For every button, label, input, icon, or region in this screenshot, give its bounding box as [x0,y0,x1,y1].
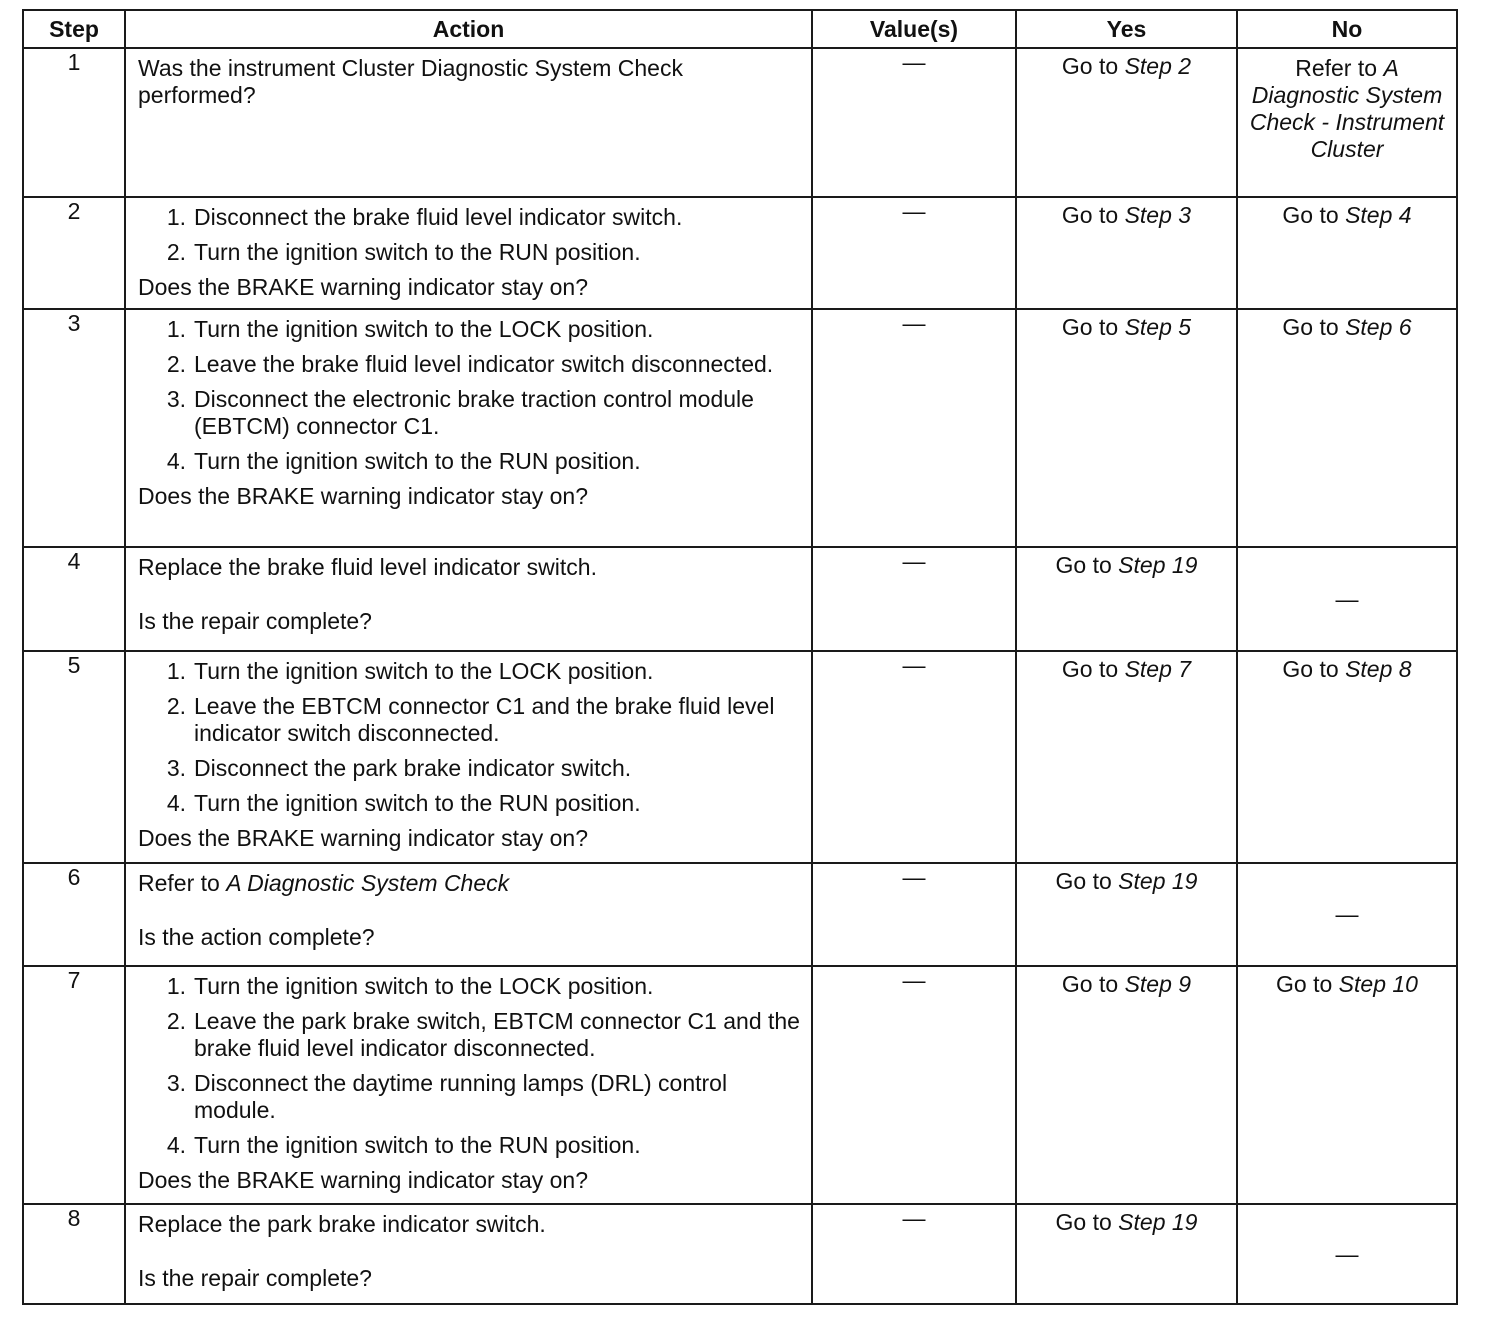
yes-cell [1016,1204,1237,1304]
step-number: 8 [23,1204,125,1304]
step-link[interactable]: Step 6 [1345,314,1412,340]
no-cell [1237,651,1457,863]
goto-prefix: Go to [1061,656,1125,682]
goto-prefix: Go to [1055,868,1119,894]
step-link[interactable]: Step 3 [1124,202,1192,228]
table-row [23,1204,1457,1304]
item-number: 4. [166,448,186,474]
action-intro: Replace the brake fluid level indicator switch. [138,554,597,580]
goto-prefix: Go to [1282,314,1346,340]
goto-prefix: Go to [1282,656,1346,682]
action-steps [138,204,801,266]
item-text: Disconnect the brake fluid level indicator switch. [194,204,683,230]
reference-link[interactable]: A Diagnostic System Check [226,870,510,896]
yes-cell [1016,863,1237,966]
step-number: 1 [23,48,125,197]
value-cell: — [812,1204,1016,1304]
value-cell: — [812,863,1016,966]
item-number: 3. [166,755,186,781]
no-cell: — [1237,547,1457,651]
action-steps [138,658,801,817]
action-cell [125,547,812,651]
item-number: 2. [166,239,186,265]
step-link[interactable]: Step 8 [1345,656,1412,682]
action-step-item [138,204,801,231]
action-step-item [138,351,801,378]
action-question: Is the action complete? [138,924,375,950]
action-step-item [138,973,801,1000]
step-link[interactable]: Step 2 [1124,53,1192,79]
no-cell [1237,197,1457,309]
yes-cell [1016,197,1237,309]
step-link[interactable]: Step 7 [1124,656,1192,682]
action-question: Does the BRAKE warning indicator stay on? [138,274,589,300]
item-number: 1. [166,316,186,342]
no-cell: — [1237,863,1457,966]
action-question: Does the BRAKE warning indicator stay on? [138,483,589,509]
item-text: Leave the brake fluid level indicator switch disconnected. [194,351,774,377]
action-question: Does the BRAKE warning indicator stay on? [138,1167,589,1193]
step-link[interactable]: Step 5 [1124,314,1192,340]
item-text: Turn the ignition switch to the LOCK position. [194,973,654,999]
no-cell [1237,309,1457,547]
action-step-item [138,790,801,817]
action-steps [138,973,801,1159]
value-cell: — [812,309,1016,547]
action-question: Is the repair complete? [138,1265,372,1291]
item-text: Turn the ignition switch to the RUN position. [194,790,641,816]
table-row [23,48,1457,197]
action-step-item [138,316,801,343]
value-cell: — [812,48,1016,197]
action-step-item [138,755,801,782]
yes-cell [1016,547,1237,651]
goto-prefix: Go to [1061,202,1125,228]
step-number: 2 [23,197,125,309]
step-number: 4 [23,547,125,651]
yes-cell [1016,48,1237,197]
table-row [23,547,1457,651]
action-step-item [138,1008,801,1062]
table-row [23,197,1457,309]
item-text: Turn the ignition switch to the RUN position. [194,1132,641,1158]
refer-prefix: Refer to [1295,55,1384,81]
step-number: 6 [23,863,125,966]
refer-prefix: Refer to [138,870,227,896]
item-number: 1. [166,973,186,999]
table-row [23,966,1457,1204]
step-link[interactable]: Step 19 [1118,1209,1198,1235]
header-yes: Yes [1016,10,1237,48]
action-step-item [138,386,801,440]
item-number: 1. [166,204,186,230]
item-text: Disconnect the daytime running lamps (DRL) control module. [194,1070,728,1123]
step-link[interactable]: Step 10 [1338,971,1418,997]
goto-prefix: Go to [1055,1209,1119,1235]
action-cell [125,1204,812,1304]
table-row [23,651,1457,863]
action-steps [138,316,801,475]
item-text: Turn the ignition switch to the RUN position. [194,239,641,265]
goto-prefix: Go to [1061,314,1125,340]
step-link[interactable]: Step 9 [1124,971,1192,997]
step-link[interactable]: Step 19 [1118,868,1198,894]
action-step-item [138,1070,801,1124]
action-cell [125,966,812,1204]
action-step-item [138,1132,801,1159]
step-link[interactable]: Step 4 [1345,202,1412,228]
item-number: 2. [166,351,186,377]
header-step: Step [23,10,125,48]
header-row [23,10,1457,48]
item-text: Disconnect the electronic brake traction control module (EBTCM) connector C1. [194,386,754,439]
no-cell: — [1237,1204,1457,1304]
action-intro: Replace the park brake indicator switch. [138,1211,546,1237]
item-text: Turn the ignition switch to the LOCK position. [194,658,654,684]
step-number: 7 [23,966,125,1204]
header-action: Action [125,10,812,48]
action-step-item [138,239,801,266]
item-number: 2. [166,1008,186,1034]
action-step-item [138,658,801,685]
table-row [23,309,1457,547]
action-question: Was the instrument Cluster Diagnostic System Check performed? [138,55,683,108]
diagnostic-table [22,9,1458,1305]
item-text: Leave the park brake switch, EBTCM connector C1 and the brake fluid level indicator disconnected. [194,1008,800,1061]
goto-prefix: Go to [1061,971,1125,997]
action-cell [125,863,812,966]
action-cell [125,651,812,863]
action-question: Does the BRAKE warning indicator stay on? [138,825,589,851]
action-step-item [138,448,801,475]
item-text: Turn the ignition switch to the RUN position. [194,448,641,474]
yes-cell [1016,309,1237,547]
action-question: Is the repair complete? [138,608,372,634]
action-cell [125,197,812,309]
action-step-item [138,693,801,747]
reference-link[interactable]: A Diagnostic System Check - Instrument Cluster [1249,55,1445,162]
item-number: 3. [166,1070,186,1096]
item-text: Disconnect the park brake indicator switch. [194,755,632,781]
goto-prefix: Go to [1055,552,1119,578]
item-number: 4. [166,1132,186,1158]
value-cell: — [812,651,1016,863]
item-number: 4. [166,790,186,816]
item-text: Leave the EBTCM connector C1 and the brake fluid level indicator switch disconnected. [194,693,775,746]
header-no: No [1237,10,1457,48]
value-cell: — [812,197,1016,309]
step-number: 3 [23,309,125,547]
no-cell [1237,48,1457,197]
step-number: 5 [23,651,125,863]
goto-prefix: Go to [1061,53,1125,79]
table-row [23,863,1457,966]
value-cell: — [812,547,1016,651]
item-number: 3. [166,386,186,412]
action-cell [125,48,812,197]
item-number: 2. [166,693,186,719]
yes-cell [1016,966,1237,1204]
action-intro [138,870,801,897]
yes-cell [1016,651,1237,863]
action-cell [125,309,812,547]
value-cell: — [812,966,1016,1204]
header-values: Value(s) [812,10,1016,48]
goto-prefix: Go to [1282,202,1346,228]
goto-prefix: Go to [1276,971,1339,997]
step-link[interactable]: Step 19 [1118,552,1198,578]
item-number: 1. [166,658,186,684]
no-cell [1237,966,1457,1204]
item-text: Turn the ignition switch to the LOCK position. [194,316,654,342]
